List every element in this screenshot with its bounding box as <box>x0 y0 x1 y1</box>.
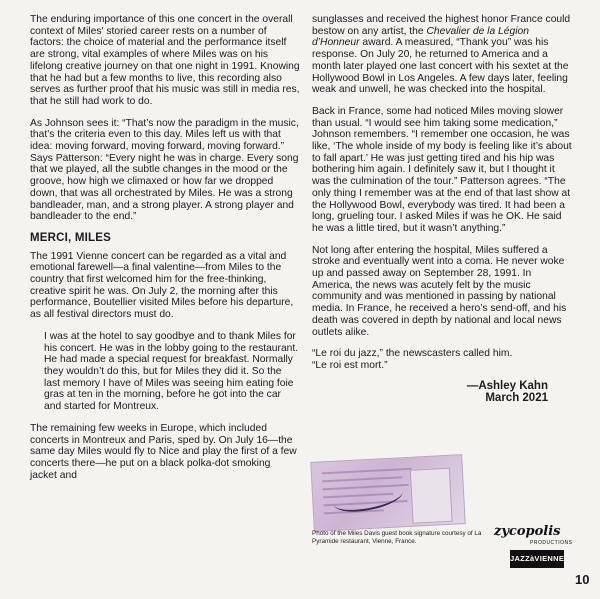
paragraph-vienne-farewell: The 1991 Vienne concert can be regarded as a vital and emotional farewell—a final valentine—from Miles to the country that first welcomed him for the free-thinking, creative spirit he was. On July 2, the morning after this performance, Boutellier visited Miles before his departure, as all festival directors must do. <box>30 250 294 321</box>
le-roi-line-2: “Le roi est mort.” <box>312 359 388 371</box>
jazz-a-vienne-logo: JAZZàVIENNE <box>510 550 564 568</box>
productions-label: PRODUCTIONS <box>530 540 573 546</box>
paragraph-back-in-france: Back in France, some had noticed Miles moving slower than usual. “I would see him taking some medication,” Johnson remembers. “I remember one occasion, he was like, ‘The whole inside of my body is feeling like it’s about to fall apart.’ He was just getting tired and his hip was bothering him again. I definitely saw it, but I thought it was the culmination of the tour.” Patterson agrees. “The only thing I remember was at the end of that last show at the Hollywood Bowl, everybody was tired. It had been a long, grueling tour. I asked Miles if was he OK. He said he was a little tired, but it wasn’t anything.” <box>312 105 572 234</box>
photo-caption: Photo of the Miles Davis guest book signature courtesy of La Pyramide restaurant, Vienne, France. <box>312 530 482 545</box>
paragraph-le-roi <box>312 348 574 371</box>
author-date: March 2021 <box>485 392 548 405</box>
page-number: 10 <box>575 572 590 587</box>
paragraph-johnson: As Johnson sees it: “That’s now the paradigm in the music, that’s the criteria even to this day. Miles left us with that idea: moving forward, moving forward, moving forward.” Says Patterson: “Every night he was in charge. Every song that we played, all the subtle changes in the mood or the groove, how high we climaxed or how far we dropped down, that was all orchestrated by Miles. He was a strong bandleader, man, and a strong player. A strong player and bandleader to the end.” <box>30 117 299 223</box>
paragraph-remaining-weeks: The remaining few weeks in Europe, which included concerts in Montreux and Paris, sped by. On July 16—the same day Miles would fly to Nice and play the first of a few concerts there—he put on a black polka-dot smoking jacket and <box>30 422 297 481</box>
zycopolis-logo: zycopolis <box>494 524 561 539</box>
paragraph-importance: The enduring importance of this one concert in the overall context of Miles' storied career rests on a number of factors: the choice of material and the performance itself are strong, vital examples of where Miles was on his lifelong creative journey on that one night in 1991. Knowing that he had but a few months to live, this recording also serves as further proof that his music was still in media res, that he still had work to do. <box>30 14 300 107</box>
section-heading-merci-miles: MERCI, MILES <box>30 231 111 244</box>
block-quote-boutellier: I was at the hotel to say goodbye and to thank Miles for his concert. He was in the lobby going to the restaurant. He had made a special request for breakfast. Normally they wouldn’t do this, but for Miles they did it. So the last memory I have of Miles was seeing him eating foie gras at ten in the morning, before he got into the car and started for Montreux. <box>44 330 299 413</box>
author-signature <box>312 380 548 405</box>
le-roi-line-1: “Le roi du jazz,” the newscasters called him. <box>312 348 513 360</box>
ticket-stub <box>410 468 453 524</box>
right-column <box>312 14 574 405</box>
paragraph-hospital: Not long after entering the hospital, Miles suffered a stroke and eventually went into a coma. He never woke up and passed away on September 28, 1991. In America, the news was acutely felt by the music community and was mentioned in passing by national media. In France, he received a hero’s send-off, and his death was covered in depth by national and local news outlets alike. <box>312 244 567 338</box>
award-name: Chevalier de la Légion d’Honneur <box>312 25 529 49</box>
paragraph-legion-honneur: sunglasses and received the highest honor France could bestow on any artist, the Chevalier de la Légion d’Honneur award. A measured, “Thank you” was his response. On July 20, he returned to America and a month later played one last concert with his sextet at the Hollywood Bowl in Los Angeles. A few days later, feeling weak and unwell, he was checked into the hospital. <box>312 14 571 96</box>
author-name: —Ashley Kahn <box>466 379 548 392</box>
guest-book-photo <box>310 454 465 532</box>
left-column <box>30 14 300 491</box>
